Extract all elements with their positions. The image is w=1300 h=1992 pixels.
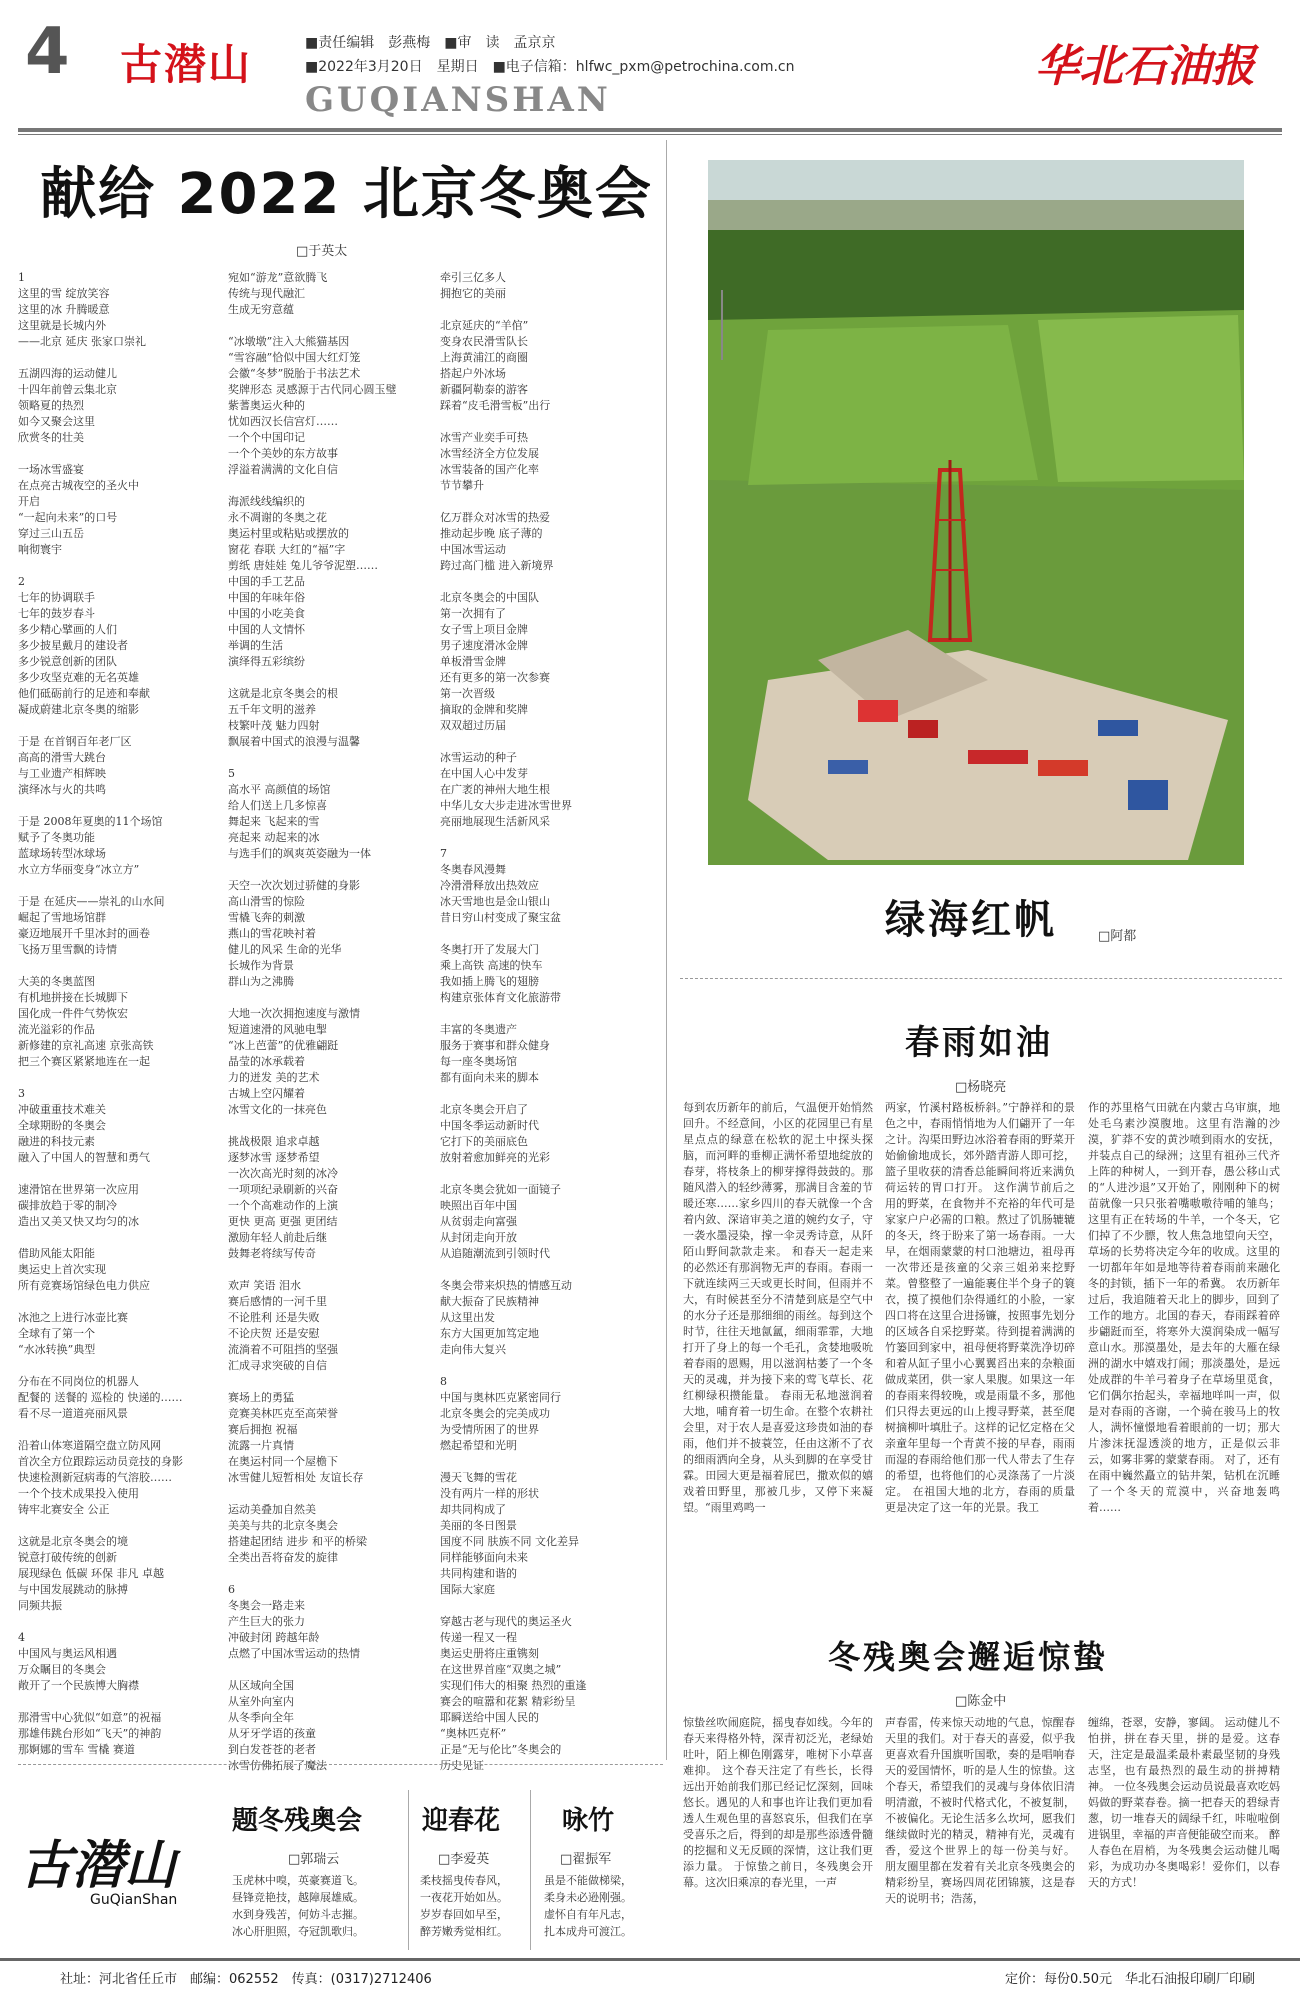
small-poem-2-body: 柔枝摇曳传春风， 一夜花开始如丛。 岁岁春回如早至， 醉芳嫩秀觉相红。	[420, 1874, 508, 1938]
chunyu-byline: □杨晓亮	[955, 1080, 1007, 1095]
guqianshan-logo-cn: 古潜山	[20, 1835, 177, 1896]
small-poem-1-title: 题冬残奥会	[232, 1806, 363, 1836]
main-article-byline: □于英太	[296, 244, 348, 259]
guqianshan-logo-py: GuQianShan	[90, 1892, 178, 1908]
oilfield-photo	[708, 160, 1244, 865]
canao-col-2: 声春雷，传来惊天动地的气息，惊醒春天里的我们。对于春天的喜爱，似乎我更喜欢看升国旗听国歌，奏的是唱响春天的爱国情怀，听的是人生的惊蛰。这个春天，希望我们的灵魂与身体依旧清明清澈，不被时代格式化，不被复制，不被偏化。无论生活多么坎坷，愿我们继续做时光的精灵，精神有光，灵魂有香，爱这个世界上的每一份美与好。 朋友圈里都在发着有关北京冬残奥会的精彩纷呈，赛场四周花团锦簇，这是春天的说明书；浩荡，	[885, 1716, 1075, 1905]
section-name: 古潜山	[120, 40, 253, 89]
chunyu-col-2: 两家，竹溪村路板桥斜。”宁静祥和的景色之中，春雨悄悄地为人们翩开了一年之计。沟渠田野边冰浴着春雨的野菜开始偷偷地成长，郊外踏青游人即可挖，篮子里收获的清香总能瞬间将近来满负荷运转的胃口打开。 这作满节前后之用的野菜，在食物并不充裕的年代可是家家户户必需的口粮。熬过了饥肠辘辘的冬天，终于盼来了第一场春雨。一大早，在烟雨蒙蒙的村口池塘边，祖母再一次带还是孩童的父亲三姐弟来挖野菜。曾整整了一遍能裹住半个身子的簑衣，摸了摸他们杂得通红的小脸，一家四口将在这里合进扬镰，按照事先划分的区域各自采挖野菜。待到提着满满的竹篓回到家中，祖母便将野菜洗净切碎和着从缸子里小心翼翼舀出来的杂粮面做成菜团，供一家人果腹。如果这一年的春雨来得较晚，或是雨量不多，那他们只得去更远的山上搜寻野菜，甚至爬树摘柳叶填肚子。这样的记忆定格在父亲童年里每一个青黄不接的早春，雨雨而湿的春雨给他们那一代人带去了生存的希望，也将他们的心灵涤荡了一片淡定。 在祖国大地的北方，春雨的质量更是决定了这一年的光景。我工	[885, 1101, 1075, 1514]
small-divider-1	[408, 1790, 409, 1950]
footer-address: 社址：河北省任丘市 邮编：062552 传真：(0317)2712406	[60, 1972, 432, 1987]
small-poem-2-title: 迎春花	[422, 1806, 501, 1836]
section-pinyin: GUQIANSHAN	[305, 80, 611, 120]
header-rule-thin	[18, 134, 1282, 135]
chunyu-title: 春雨如油	[905, 1023, 1053, 1063]
header-rule	[18, 128, 1282, 132]
page-number: 4	[25, 15, 70, 89]
photo-title: 绿海红帆	[885, 897, 1057, 943]
date-line: ■2022年3月20日 星期日 ■电子信箱：hlfwc_pxm@petrochina.com.cn	[305, 59, 795, 75]
photo-byline: □阿都	[1098, 929, 1137, 944]
small-poem-3-byline: □翟振军	[560, 1852, 612, 1867]
canao-byline: □陈金中	[955, 1694, 1007, 1709]
column-divider	[666, 140, 667, 1760]
section-rule	[680, 978, 1282, 980]
main-article-title: 献给 2022 北京冬奥会	[40, 162, 653, 227]
canao-title: 冬残奥会邂逅惊蛰	[828, 1638, 1109, 1676]
editor-line: ■责任编辑 彭燕梅 ■审 读 孟京京	[305, 35, 556, 51]
poem-column-1: 1 这里的雪 绽放笑容 这里的冰 升腾暖意 这里就是长城内外 ——北京 延庆 张家口崇礼 五湖四海的运动健儿 十四年前曾云集北京 领略夏的热烈 如今又聚会这里 欣赏冬的壮美 一场冰雪盛宴 在点亮古城夜空的圣火中 开启 “一起向未来”的口号 穿过三山五岳 响彻寰宇 2 七年的协调联手 七年的鼓岁春斗 多少精心擘画的人们 多少披星戴月的建设者 多少锐意创新的团队 多少攻坚克难的无名英雄 他们砥砺前行的足迹和奉献 凝成蔚建北京冬奥的缩影 于是 在首钢百年老厂区 高高的滑雪大跳台 与工业遗产相辉映 演绎冰与火的共鸣 于是 2008年夏奥的11个场馆 赋予了冬奥功能 蓝球场转型冰球场 水立方华丽变身“冰立方” 于是 在延庆——崇礼的山水间 崛起了雪地场馆群 豪迈地展开千里冰封的画卷 飞扬万里雪飘的诗情 大美的冬奥蓝图 有机地拼接在长城脚下 国化成一件件气势恢宏 流光溢彩的作品 新修建的京礼高速 京张高铁 把三个赛区紧紧地连在一起 3 冲破重重技术难关 全球期盼的冬奥会 融进的科技元素 融入了中国人的智慧和勇气 速滑馆在世界第一次应用 碳排放趋于零的制冷 造出又美又快又均匀的冰 借助风能太阳能 奥运史上首次实现 所有竞赛场馆绿色电力供应 冰池之上进行冰壶比赛 全球有了第一个 “水冰转换”典型 分布在不同岗位的机器人 配餐的 送餐的 巡检的 快递的…… 看不尽一道道亮丽风景 沿着山体寒道隔空盘立防风网 首次全方位跟踪运动员竞技的身影 快速检测新冠病毒的气溶胶…… 一个个技术成果投入使用 铸牢北赛安全 公正 这就是北京冬奥会的境 锐意打破传统的创新 展现绿色 低碳 环保 非凡 卓越 与中国发展跳动的脉搏 同频共振 4 中国风与奥运风相遇 万众瞩目的冬奥会 敞开了一个民族博大胸襟 那滑雪中心犹似“如意”的祝福 那雄伟跳台形如“飞天”的神韵 那婀娜的雪车 雪橇 赛道	[18, 271, 183, 1756]
canao-col-1: 惊蛰丝吹闹庭院，摇曳春如线。今年的春天来得格外特，深青初泛光，老绿始吐叶，陌上柳色刚露芽，唯树下小草喜难抑。 这个春天注定了有些长，长得远出开始前我们那已经记忆深刻，回味悠长。遇见的人和事也许让我们更加看透人生观色里的喜怒哀乐，但我们在享受喜乐之后，得到的却是那些添透骨髓的挖掘和义无反顾的深情，这让我们更添力量。 于惊蛰之前日，冬残奥会开幕。这次旧乘凉的春光里，一声	[683, 1716, 873, 1889]
newspaper-logo: 华北石油报	[1035, 41, 1255, 92]
small-poem-1-byline: □郭瑞云	[288, 1852, 340, 1867]
canao-col-3: 缠绵，苍翠，安静，寥阔。 运动健儿不怕拼，拼在春天里，拼的是爱。这春天，注定是最温柔最朴素最坚韧的身残志坚，也有最热烈的最生动的拼搏精神。 一位冬残奥会运动员说最喜欢吃妈妈做的野菜春卷。摘一把春天的碧绿青葱，切一堆春天的阔绿千红，咔啦啦倒进锅里，幸福的声音便能破空而来。 醉人春色在眉梢，为冬残奥会运动健儿喝彩，为成功办冬奥喝彩！爱你们，以春天的方式！	[1088, 1716, 1280, 1889]
small-poem-2-byline: □李爱英	[438, 1852, 490, 1867]
chunyu-col-3: 作的苏里格气田就在内蒙古乌审旗，地处毛乌素沙漠腹地。这里有浩瀚的沙漠，犷莽不安的黄沙喷到雨水的安抚，并装点自己的绿洲；这里有祖孙三代齐上阵的种树人，一到开春，愚公移山式的“人进沙退”又开始了，刚刚种下的树苗就像一只只张着嘴嗷嗷待哺的雏鸟；这里有正在转场的牛羊，一个冬天，它们掉了不少膘，牧人焦急地望向天空，草场的长势将决定今年的收成。这里的一切都年年如是地等待着春雨前来融化冬的封锁，插下一年的希冀。 农历新年过后，我追随着天北上的脚步，回到了工作的地方。北国的春天，春雨踩着碎步翩跹而至，将寒外大漠润染成一幅写意山水。那漠墨处，是去年的大雁在绿洲的湖水中嬉戏打闹；那淡墨处，是远处成群的牛羊弓着身子在草场里觅食，它们偶尔抬起头，幸福地咩叫一声，似是对春雨的吝谢，一个骑在骏马上的牧人，满怀憧憬地看着眼前的一切；那大片渗沫抚湿透淡的地方，正是似云非云，如雾非雾的蒙蒙春雨。 对了，还有在雨中巍然矗立的钻井架，钻机在沉睡了一个冬天的荒漠中，兴奋地轰鸣着……	[1088, 1101, 1280, 1514]
small-divider-2	[530, 1790, 531, 1950]
small-poem-1-body: 玉虎林中嗅，英豪赛道飞。 昼锋竞艳技，越障展雄威。 水到身残苦，何妨斗志摧。 冰心肝胆照，夺冠凯歌归。	[232, 1874, 364, 1938]
footer	[0, 1958, 1300, 1992]
guqianshan-logo	[20, 1835, 210, 1940]
poem-column-2: 宛如“游龙”意欲腾飞 传统与现代融汇 生成无穷意蕴 “冰墩墩”注入大熊猫基因 “雪容融”恰似中国大红灯笼 会徽“冬梦”脱胎于书法艺术 奖牌形态 灵感源于古代同心圆玉璧 紫蓍奥运火种的 忧如西汉长信宫灯…… 一个个中国印记 一个个美妙的东方故事 浮溢着满满的文化自信 海派线线编织的 永不凋谢的冬奥之花 奥运村里或粘贴或摆放的 窗花 春联 大红的“福”字 剪纸 唐娃娃 兔儿爷爷泥塑…… 中国的手工艺品 中国的年味年俗 中国的小吃美食 中国的人文情怀 举调的生活 演绎得五彩缤纷 这就是北京冬奥会的根 五千年文明的滋养 枝繁叶茂 魅力四射 飘展着中国式的浪漫与温馨 5 高水平 高颜值的场馆 给人们送上几多惊喜 舞起来 飞起来的雪 亮起来 动起来的冰 与选手们的飒爽英姿融为一体 天空一次次划过骄健的身影 高山滑雪的惊险 雪橇飞奔的刺激 燕山的雪花映衬着 健儿的风采 生命的光华 长城作为背景 群山为之沸腾 大地一次次拥抱速度与激情 短道速滑的风驰电掣 “冰上芭蕾”的优雅翩跹 晶莹的冰承载着 力的迸发 美的艺术 古城上空闪耀着 冰雪文化的一抹亮色 挑战极限 追求卓越 逐梦冰雪 逐梦希望 一次次高光时刻的冰冷 一项项纪录刷新的兴奋 一个个高难动作的上演 更快 更高 更强 更团结 激励年轻人前赴后继 鼓舞老将续写传奇 欢声 笑语 泪水 赛后感情的一河千里 不论胜利 还是失败 不论庆贺 还是安慰 流淌着不可阻挡的坚强 汇成寻求突破的自信 赛场上的勇猛 竞赛美林匹克至高荣誉 赛后拥抱 祝福 流露一片真情 在奥运村同一个屋檐下 冰雪健儿短暂相处 友谊长存 运动美叠加自然美 美美与共的北京冬奥会 搭建起团结 进步 和平的桥梁 全类出吾将奋发的旋律 6 冬奥会一路走来 产生巨大的张力 冲破封闭 跨越年龄 点燃了中国冰雪运动的热情 从区域向全国 从室外向室内 从冬季向全年 从牙牙学语的孩童 到白发苍苍的老者 冰雪仿佛拓展了魔法	[228, 271, 397, 1772]
small-poems-rule	[18, 1764, 663, 1766]
small-poem-3-body: 虽是不能做梯梁， 柔身未必逊刚强。 虚怀自有年凡志， 扎本成舟可渡江。	[544, 1874, 632, 1938]
chunyu-col-1: 每到农历新年的前后，气温便开始悄然回升。不经意间，小区的花园里已有星星点点的绿意在松软的泥土中探头探脑，而河畔的垂柳正满怀希望地绽放的春芽，将枝条上的柳芽撑得鼓鼓的。那随风潜入的轻纱薄雾，那满目含羞的节暖还寒……家乡四川的春天就像一个含着内敛、深谙审美之道的婉约女子，守一袭水墨浸染，撑一伞灵秀诗意，从阡陌山野间款款走来。 和春天一起走来的必然还有那润物无声的春雨。春雨一下就连续两三天或更长时间，但雨并不大，有时候甚至分不清楚到底是空气中的水分子还是那细细的雨丝。每到这个时节，往往天地氤氲，细雨霏霏，大地打开了身上的每一个毛孔，贪婪地吸吮着春雨的恩赐，用以滋润枯萎了一个冬天的灵魂，并为接下来的莺飞草长、花红柳绿积攒能量。 春雨无私地滋润着大地，哺育着一切生命。在整个农耕社会里，对于农人是喜爱这珍贵如油的春雨，他们并不披蓑笠，任由这淅不了衣的细雨洒向全身，从头到脚的在享受甘霖。田园大更是福着屁巴，撒欢似的嬉戏着田野里，那被几步，又停下来凝望。“雨里鸡鸣一	[683, 1101, 873, 1514]
poem-column-3: 牵引三亿多人 拥抱它的美丽 北京延庆的“羊倌” 变身农民滑雪队长 上海黄浦江的商圈 搭起户外冰场 新疆阿勒泰的游客 踩着“皮毛滑雪板”出行 冰雪产业奕手可热 冰雪经济全方位发展 冰雪装备的国产化率 节节攀升 亿万群众对冰雪的热爱 推动起步晚 底子薄的 中国冰雪运动 跨过高门槛 进入新境界 北京冬奥会的中国队 第一次拥有了 女子雪上项目金牌 男子速度滑冰金牌 单板滑雪金牌 还有更多的第一次参赛 第一次晋级 摘取的金牌和奖牌 双双超过历届 冰雪运动的种子 在中国人心中发芽 在广袤的神州大地生根 中华儿女大步走进冰雪世界 亮丽地展现生活新风采 7 冬奥春风漫舞 冷滑滑释放出热效应 冰天雪地也是金山银山 昔日穷山村变成了聚宝盆 冬奥打开了发展大门 乘上高铁 高速的快车 我如插上腾飞的翅膀 构建京张体育文化旅游带 丰富的冬奥遗产 服务于赛事和群众健身 每一座冬奥场馆 都有面向未来的脚本 北京冬奥会开启了 中国冬季运动新时代 它打下的美丽底色 放射着愈加鲜亮的光彩 北京冬奥会犹如一面镜子 映照出百年中国 从贫弱走向富强 从封闭走向开放 从追随潮流到引领时代 冬奥会带来炽热的情感互动 献大振奋了民族精神 从这里出发 东方大国更加笃定地 走向伟大复兴 8 中国与奥林匹克紧密同行 北京冬奥会的完美成功 为受情所困了的世界 燃起希望和光明 漫天飞舞的雪花 没有两片一样的形状 却共同构成了 美丽的冬日图景 国度不同 肤族不同 文化差异 同样能够面向未来 共同构建和谐的 国际大家庭 穿越古老与现代的奥运圣火 传递一程又一程 奥运史册将庄重镌刻 在这世界首座“双奥之城” 实现们伟大的相聚 热烈的重逢 赛会的喧嚣和花絮 精彩纷呈 耶瞬送给中国人民的 “奥林匹克杯” 正是“无与伦比”冬奥会的 历史见证	[440, 271, 587, 1772]
small-poem-3-title: 咏竹	[562, 1806, 615, 1836]
oilfield-photo-image	[708, 160, 1244, 865]
footer-price: 定价：每份0.50元 华北石油报印刷厂印刷	[1005, 1972, 1255, 1987]
